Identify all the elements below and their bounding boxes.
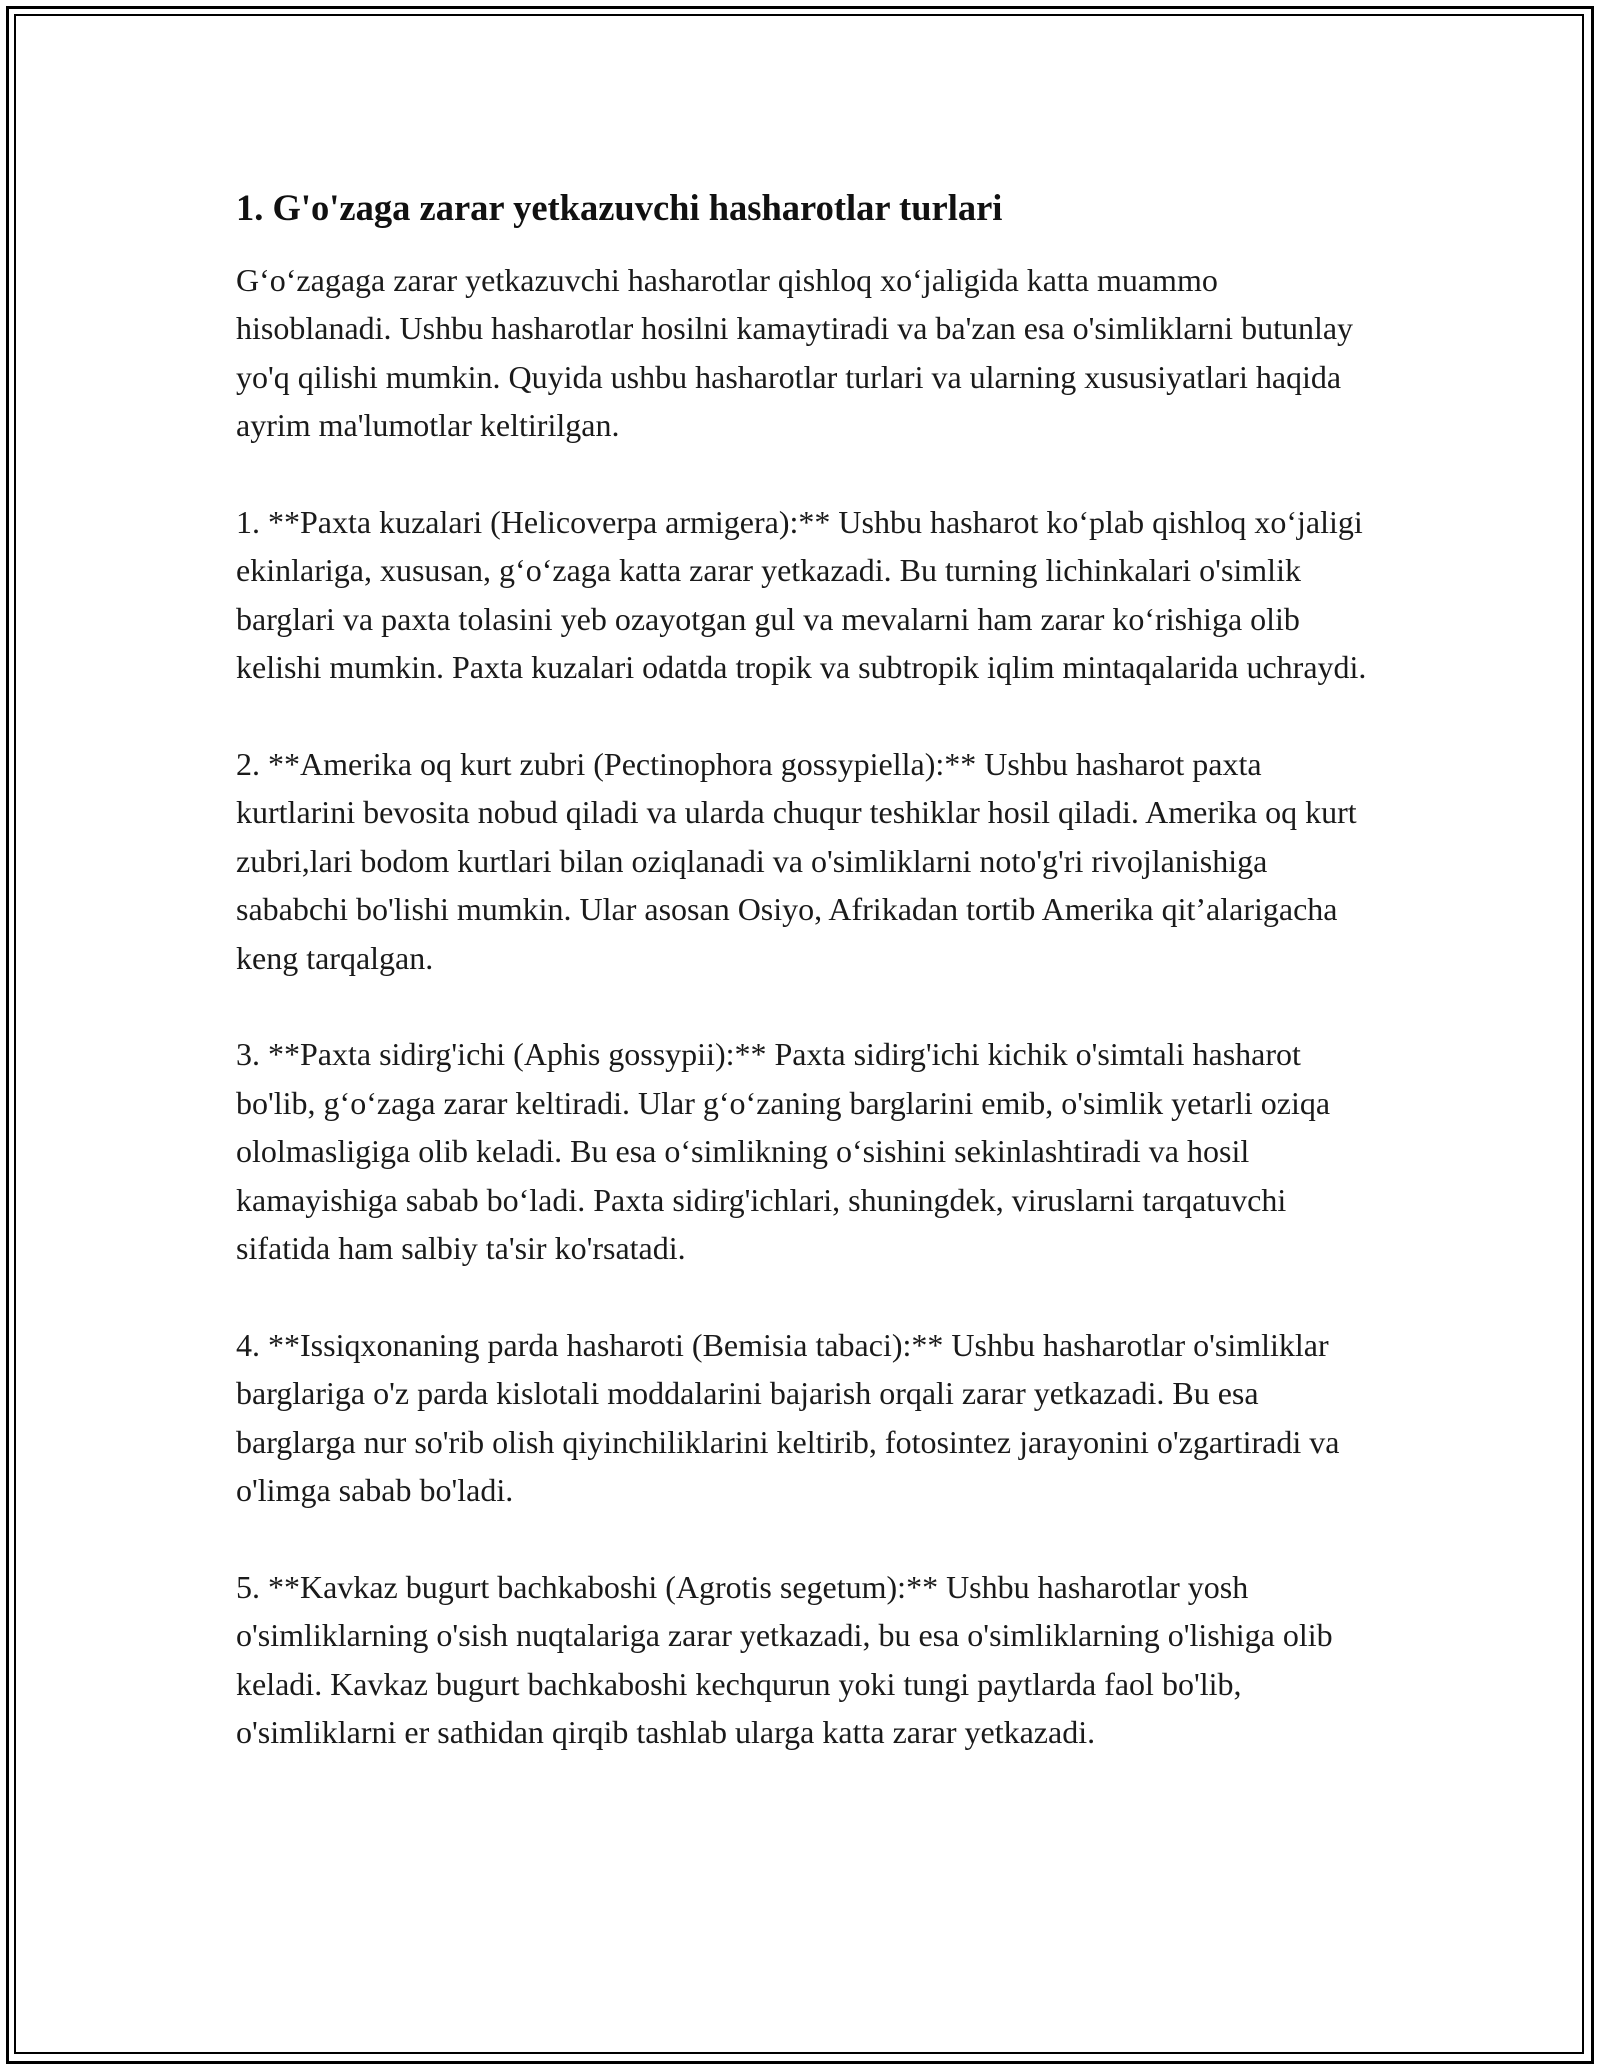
list-item-issiqxona-parda: 4. **Issiqxonaning parda hasharoti (Bemisia tabaci):** Ushbu hasharotlar o'simliklar barglariga o'z parda kislotali moddalarini bajarish orqali zarar yetkazadi. Bu esa barglarga nur so'rib olish qiyinchiliklarini keltirib, fotosintez jarayonini o'zgartiradi va o'limga sabab bo'ladi. xyxy=(236,1326,1340,1509)
document-title: 1. G'o'zaga zarar yetkazuvchi hasharotlar turlari xyxy=(236,187,1003,228)
list-item-paxta-kuzalari: 1. **Paxta kuzalari (Helicoverpa armigera):** Ushbu hasharot ko‘plab qishloq xo‘jaligi ekinlariga, xususan, g‘o‘zaga katta zarar yetkazadi. Bu turning lichinkalari o'simlik barglari va paxta tolasini yeb ozayotgan gul va mevalarni ham zarar ko‘rishiga olib kelishi mumkin. Paxta kuzalari odatda tropik va subtropik iqlim mintaqalarida uchraydi. xyxy=(236,503,1367,686)
list-item-amerika-oq-kurt: 2. **Amerika oq kurt zubri (Pectinophora gossypiella):** Ushbu hasharot paxta kurtlarini bevosita nobud qiladi va ularda chuqur teshiklar hosil qiladi. Amerika oq kurt zubri,lari bodom kurtlari bilan oziqlanadi va o'simliklarni noto'g'ri rivojlanishiga sababchi bo'lishi mumkin. Ular asosan Osiyo, Afrikadan tortib Amerika qit’alarigacha keng tarqalgan. xyxy=(236,745,1357,976)
list-item-kavkaz-bugurt: 5. **Kavkaz bugurt bachkaboshi (Agrotis segetum):** Ushbu hasharotlar yosh o'simliklarning o'sish nuqtalariga zarar yetkazadi, bu esa o'simliklarning o'lishiga olib keladi. Kavkaz bugurt bachkaboshi kechqurun yoki tungi paytlarda faol bo'lib, o'simliklarni er sathidan qirqib tashlab ularga katta zarar yetkazadi. xyxy=(236,1568,1333,1751)
list-item-paxta-sidirgichi: 3. **Paxta sidirg'ichi (Aphis gossypii):** Paxta sidirg'ichi kichik o'simtali hasharot bo'lib, g‘o‘zaga zarar keltiradi. Ular g‘o‘zaning barglarini emib, o'simlik yetarli oziqa ololmasligiga olib keladi. Bu esa o‘simlikning o‘sishini sekinlashtiradi va hosil kamayishiga sabab bo‘ladi. Paxta sidirg'ichlari, shuningdek, viruslarni tarqatuvchi sifatida ham salbiy ta'sir ko'rsatadi. xyxy=(236,1036,1331,1267)
document-body xyxy=(236,186,1376,1805)
intro-paragraph: G‘o‘zagaga zarar yetkazuvchi hasharotlar qishloq xo‘jaligida katta muammo hisoblanadi. Ushbu hasharotlar hosilni kamaytiradi va ba'zan esa o'simliklarni butunlay yo'q qilishi mumkin. Quyida ushbu hasharotlar turlari va ularning xususiyatlari haqida ayrim ma'lumotlar keltirilgan. xyxy=(236,261,1354,444)
